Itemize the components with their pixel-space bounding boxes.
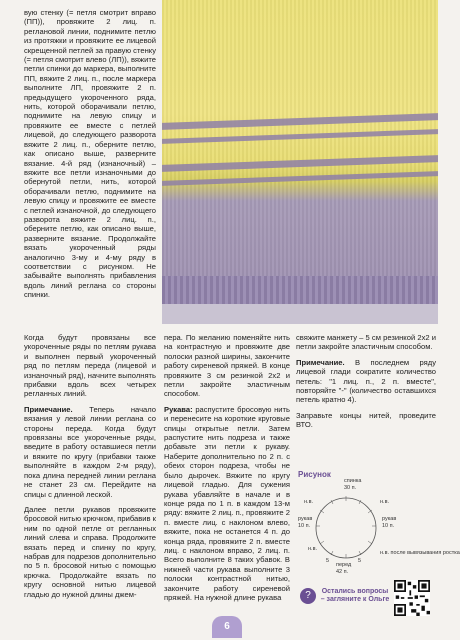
label-pered: перед [336,562,352,568]
question-icon: ? [300,588,316,604]
note-text: Теперь начало вязания у левой линии реглана со стороны переда. Когда будут провязаны все укороченные ряды, введите в работу оставшиеся петли и вяжите по кругу (прибавки также выполняйте в каждом 2-м ряду), пока длина передней линии реглана не станет 23 см. Перейдите на спицы с длинной леской. [24,404,159,499]
qr-code[interactable] [394,580,430,616]
diagram-ticks [316,496,376,558]
label-nv: н.в. [304,499,314,505]
raglan-diagram [296,468,460,578]
note-label: Примечание. [24,404,73,414]
text-column-top-left [24,8,159,306]
paragraph: свяжите манжету – 5 см резинкой 2х2 и петли закройте эластичным способом. [296,333,439,352]
paragraph: Заправьте концы нитей, проведите ВТО. [296,410,439,430]
label-rukav-right: рукав [382,516,397,522]
label-nv2: н.в. [380,499,390,505]
paragraph: Далее петли рукавов провяжите бросовой нитью крючком, прибавив к ним по одной петле от регланных линий слева и справа. Продолжите вязать перед и спинку по кругу, набрав для подрезов дополнительно по 5 п. бросовой нитью с помощью крючка. Продолжайте вязать по кругу основной нитью лицевой гладью до нужной длины джем- [24,504,159,599]
qr-caption: Остались вопросы – загляните к Ольге [320,588,390,604]
label-side-left: 5 [326,558,330,564]
paragraph [296,357,439,405]
label-spinka: спинка [344,478,362,484]
paragraph: пера. По желанию поменяйте нить на контрастную и провяжите две полоски разной ширины, закончите работу сиреневой пряжей. В конце провяжите 3 см резинкой 2х2 и петли закройте эластичным способом. [164,333,293,399]
text-column-3 [296,333,439,436]
sweater-photo [162,0,438,324]
paragraph [24,404,159,499]
diagram-circle [316,498,376,558]
paragraph: вую стенку (= петля смотрит вправо (ПП)), провяжите 2 лиц. п. реглановой линии, поднимите петлю из протяжки и провяжите ее лицевой скрещенной петлей за правую стенку (= петля смотрит влево (ЛП)), вяжите петли спинки до маркера, выполните ПП, вяжите 2 лиц. п., после маркера выполните ЛП, провяжите 2 п. предыдущего укороченного ряда, нить, которой оборачивали петлю, поднимите на левую спицу и провяжите ее вместе с петлей лицевой, до следующего разворота вяжите 2 лиц. п., оберните петлю, как описано выше, разверните вязание. 4-й ряд (изнаночный) – вяжите все петли изнаночными до обернутой петли, нить, которой оборачивали петлю, поднимите на левую спицу и провяжите ее вместе с петлей изнаночной, до следующего разворота вяжите 2 лиц. п., оберните петлю, как описано выше, разверните вязание. Продолжайте вязать укороченный ряды аналогично 3-му и 4-му ряду в соответствии с рисунком. Не забывайте выполнять прибавления вдоль линий реглана со стороны спинки. [24,8,159,300]
note-text: В последнем ряду лицевой глади сократите количество петель: "1 лиц. п., 2 п. вместе", повторяйте "-" (количество оставшихся петель кратно 4). [296,357,439,405]
label-pered-n: 42 п. [336,569,349,575]
label-rukav-left-n: 10 п. [298,523,311,529]
label-nv3: н.в. [308,546,318,552]
paragraph: Когда будут провязаны все укороченные ряды по петлям рукава и выполнен первый укороченный ряд по петлям переда (лицевой и изнаночный ряд), начните выполнять прибавки вдоль всех четырех регланных линий. [24,333,159,399]
label-spinka-n: 30 п. [344,485,357,491]
label-side-right: 5 [358,558,362,564]
page-number: 6 [212,616,242,638]
text-column-1 [24,333,159,605]
section-text: распустите бросовую нить и перенесите на короткие круговые спицы открытые петли. Затем распустите нить подреза и также добавьте эти петли к рукаву. Наберите дополнительно по 2 п. с обеих сторон подреза, чтобы не было дырочек. Вяжите по кругу лицевой гладью. Для сужения рукава убавляйте в начале и в конце ряда по 1 п. в каждом 13-м ряду: вяжите 2 лиц. п., провяжите 2 п. вместе лиц. с наклоном влево, вяжите, пока не останется 4 п. до конца ряда, провяжите 2 п. вместе лиц. с наклоном вправо, 2 лиц. п. Всего выполните 8 таких убавок. В нижней части рукава выполните 3 полоски контрастной нитью, закончите работу сиреневой пряжей. На нужной длине рукава [164,404,293,602]
note-label: Примечание. [296,357,345,367]
background [162,304,438,324]
label-after: н.в. после вывязывания ростка [380,550,460,556]
text-column-2 [164,333,293,608]
section-label: Рукава: [164,404,193,414]
paragraph [164,404,293,603]
label-rukav-right-n: 10 п. [382,523,395,529]
diagram-title: Рисунок [298,470,331,479]
label-rukav-left: рукав [298,516,313,522]
